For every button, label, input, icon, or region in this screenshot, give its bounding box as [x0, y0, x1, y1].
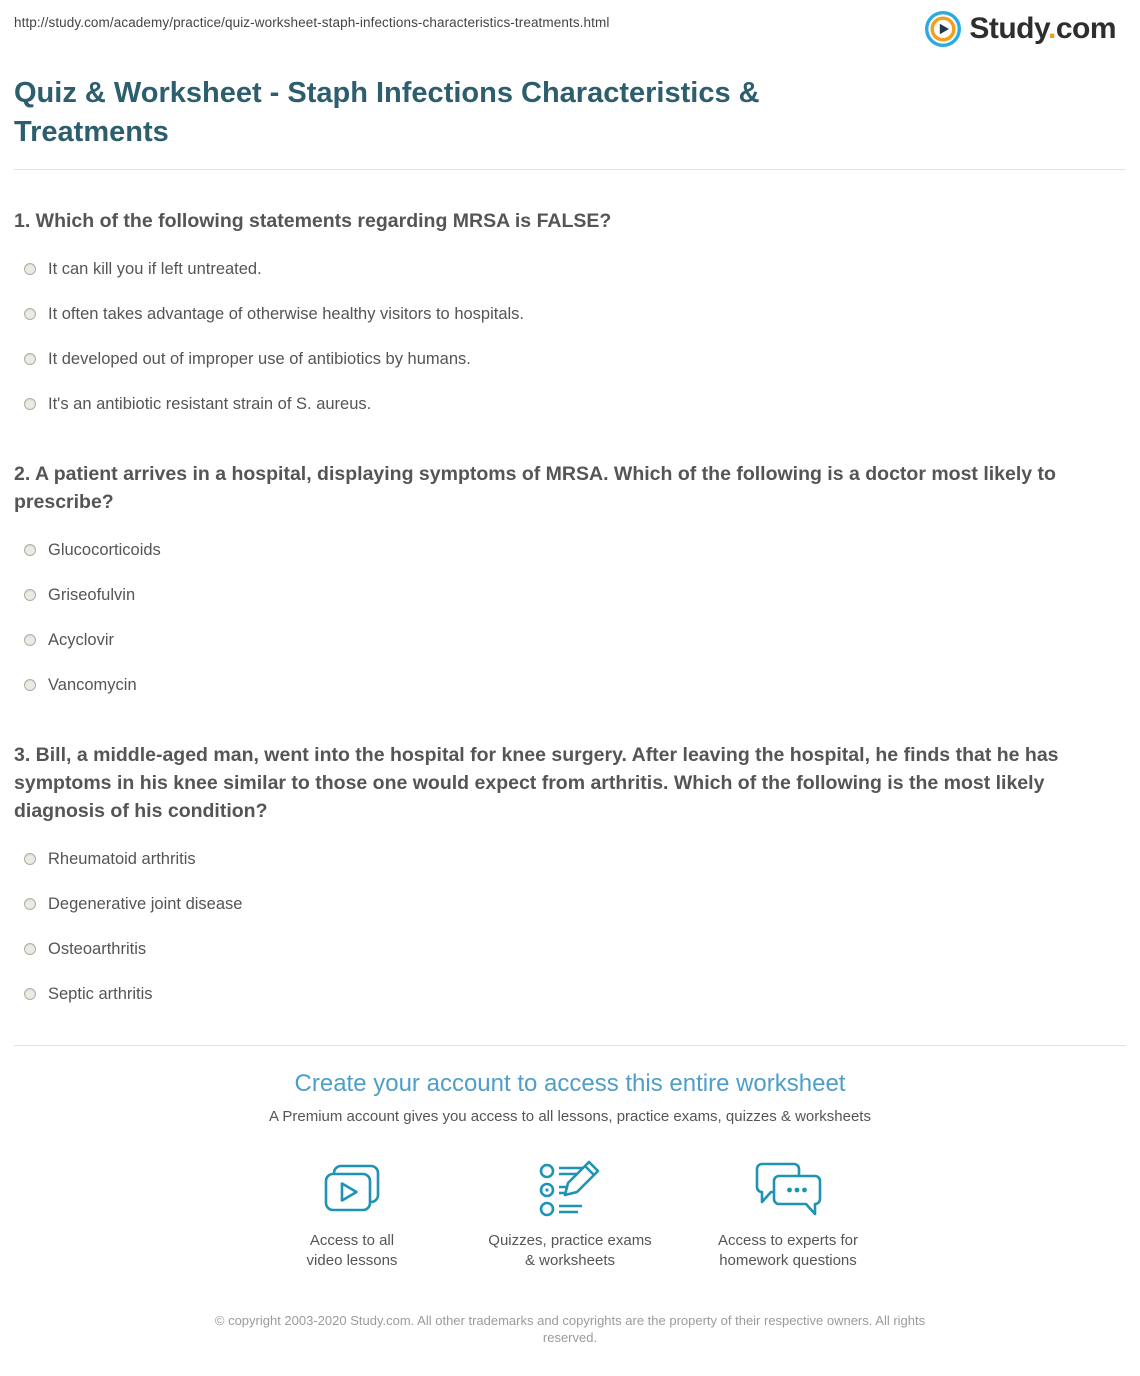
radio-button[interactable] — [24, 679, 36, 691]
radio-button[interactable] — [24, 898, 36, 910]
question-1-option-4[interactable] — [24, 395, 1126, 414]
radio-button[interactable] — [24, 634, 36, 646]
option-label: It's an antibiotic resistant strain of S. aureus. — [48, 395, 372, 413]
question-2-option-1[interactable] — [24, 541, 1126, 560]
question-3-option-3[interactable] — [24, 940, 1126, 959]
radio-button[interactable] — [24, 398, 36, 410]
radio-button[interactable] — [24, 589, 36, 601]
title-divider — [14, 169, 1126, 170]
option-label: Rheumatoid arthritis — [48, 850, 196, 868]
question-1-option-1[interactable] — [24, 260, 1126, 279]
radio-button[interactable] — [24, 263, 36, 275]
feature-video-lessons — [243, 1158, 461, 1271]
studycom-logo-icon — [924, 10, 962, 48]
question-3-text: 3. Bill, a middle-aged man, went into the hospital for knee surgery. After leaving the hospital, he finds that he has symptoms in his knee similar to those one would expect from arthritis. Which of the following is the most likely diagnosis of his condition? — [14, 744, 1059, 822]
option-label: It developed out of improper use of antibiotics by humans. — [48, 350, 471, 368]
quizzes-worksheets-icon — [461, 1158, 679, 1222]
option-label: It often takes advantage of otherwise healthy visitors to hospitals. — [48, 305, 525, 323]
radio-button[interactable] — [24, 988, 36, 1000]
copyright-notice: © copyright 2003-2020 Study.com. All other trademarks and copyrights are the property of their respective owners. All rights reserved. — [214, 1313, 926, 1345]
feature-label: Quizzes, practice exams & worksheets — [488, 1232, 652, 1269]
video-lessons-icon — [243, 1158, 461, 1222]
premium-subtitle: A Premium account gives you access to all lessons, practice exams, quizzes & worksheets — [269, 1108, 871, 1125]
question-1-text: 1. Which of the following statements regarding MRSA is FALSE? — [14, 210, 612, 232]
option-label: Acyclovir — [48, 631, 115, 649]
studycom-logo-text: Study.com — [969, 12, 1116, 45]
experts-chat-icon — [679, 1158, 897, 1222]
radio-button[interactable] — [24, 308, 36, 320]
page-title: Quiz & Worksheet - Staph Infections Characteristics & Treatments — [14, 77, 760, 148]
radio-button[interactable] — [24, 353, 36, 365]
question-2-option-3[interactable] — [24, 631, 1126, 650]
radio-button[interactable] — [24, 853, 36, 865]
page-url: http://study.com/academy/practice/quiz-worksheet-staph-infections-characteristics-treatments.html — [14, 15, 610, 30]
question-3 — [14, 741, 1126, 1004]
feature-expert-help — [679, 1158, 897, 1271]
option-label: It can kill you if left untreated. — [48, 260, 262, 278]
question-3-option-4[interactable] — [24, 985, 1126, 1004]
option-label: Septic arthritis — [48, 985, 153, 1003]
question-1 — [14, 207, 1126, 414]
question-3-option-2[interactable] — [24, 895, 1126, 914]
footer-divider — [14, 1045, 1126, 1046]
question-3-option-1[interactable] — [24, 850, 1126, 869]
feature-label: Access to all video lessons — [306, 1232, 398, 1269]
option-label: Vancomycin — [48, 676, 137, 694]
option-label: Glucocorticoids — [48, 541, 161, 559]
option-label: Osteoarthritis — [48, 940, 147, 958]
radio-button[interactable] — [24, 943, 36, 955]
header — [14, 0, 1126, 52]
radio-button[interactable] — [24, 544, 36, 556]
question-2 — [14, 460, 1126, 695]
studycom-logo[interactable] — [924, 10, 1116, 48]
option-label: Griseofulvin — [48, 586, 136, 604]
option-label: Degenerative joint disease — [48, 895, 243, 913]
question-2-option-4[interactable] — [24, 676, 1126, 695]
question-1-option-2[interactable] — [24, 305, 1126, 324]
question-2-option-2[interactable] — [24, 586, 1126, 605]
feature-label: Access to experts for homework questions — [717, 1232, 859, 1269]
feature-quizzes-worksheets — [461, 1158, 679, 1271]
question-1-option-3[interactable] — [24, 350, 1126, 369]
feature-row — [14, 1158, 1126, 1271]
question-2-text: 2. A patient arrives in a hospital, displaying symptoms of MRSA. Which of the following is a doctor most likely to prescribe? — [14, 463, 1056, 513]
create-account-link[interactable]: Create your account to access this entire worksheet — [294, 1070, 846, 1097]
footer — [14, 1070, 1126, 1346]
